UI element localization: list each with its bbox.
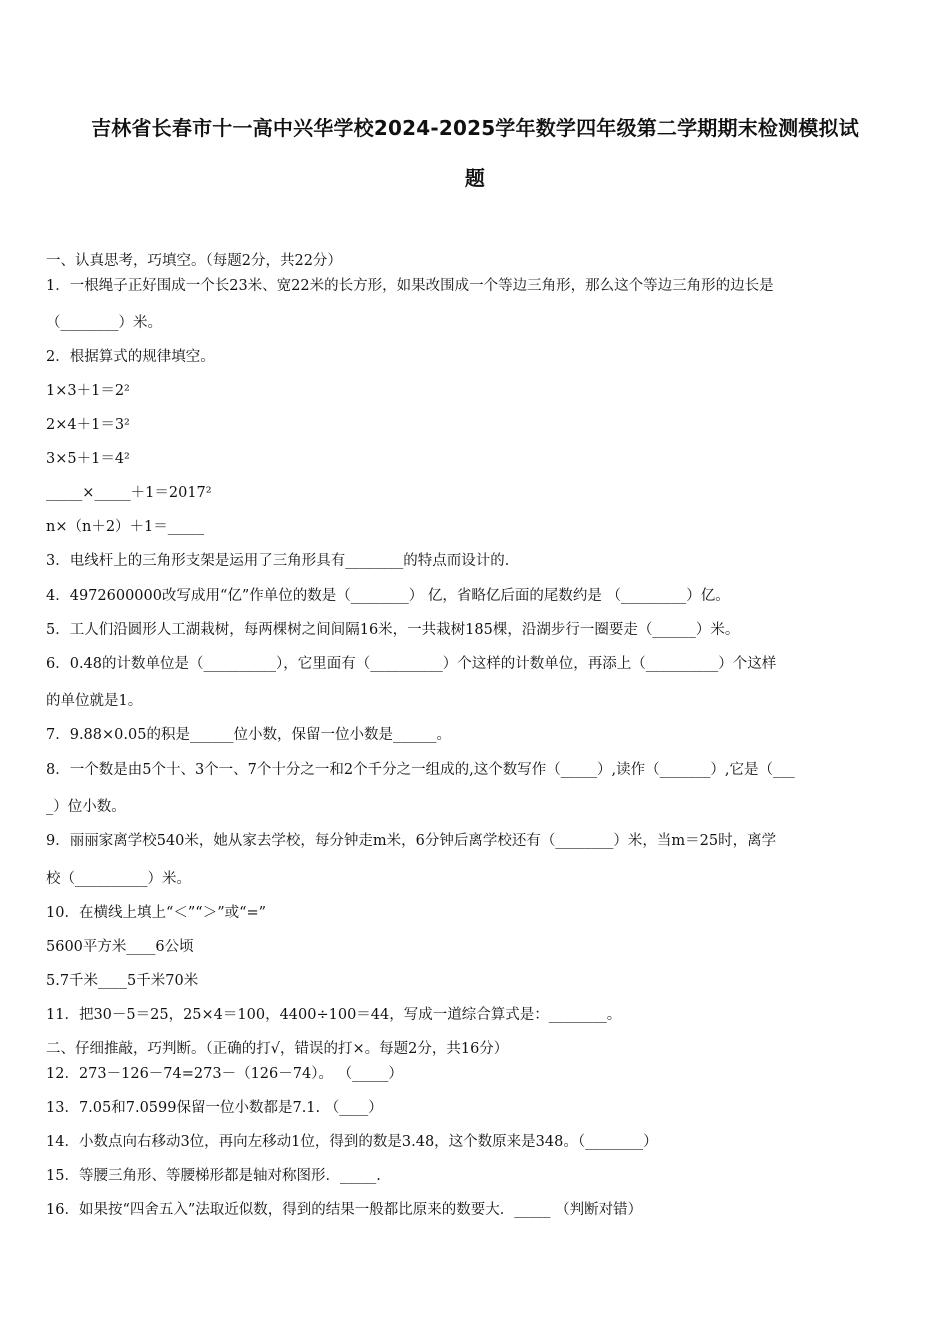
question-2-formula-3: 3×5＋1＝4² [46, 451, 130, 467]
question-1-line-1: 1．一根绳子正好围成一个长23米、宽22米的长方形，如果改围成一个等边三角形，那么这个等边三角形的边长是 [46, 278, 774, 294]
question-5: 5．工人们沿圆形人工湖栽树，每两棵树之间间隔16米，一共栽树185棵，沿湖步行一圈要走（______）米。 [46, 622, 740, 638]
question-9-line-2: 校（__________）米。 [46, 871, 191, 887]
question-8-line-2: _）位小数。 [46, 799, 126, 815]
document-title-line-1: 吉林省长春市十一高中兴华学校2024-2025学年数学四年级第二学期期末检测模拟试 [91, 116, 859, 140]
question-15: 15．等腰三角形、等腰梯形都是轴对称图形．_____. [46, 1168, 381, 1184]
question-1-line-2: （________）米。 [46, 315, 162, 331]
question-3: 3．电线杆上的三角形支架是运用了三角形具有________的特点而设计的． [46, 553, 520, 569]
question-2-formula-5: n×（n＋2）＋1＝_____ [46, 519, 205, 535]
question-11: 11．把30－5＝25，25×4＝100，4400÷100＝44，写成一道综合算式是：________。 [46, 1007, 622, 1023]
question-2-formula-2: 2×4＋1＝3² [46, 417, 130, 433]
question-4: 4．4972600000改写成用“亿”作单位的数是（________） 亿，省略亿后面的尾数约是 （_________）亿。 [46, 588, 730, 604]
section-heading-fill-in: 一、认真思考，巧填空。（每题2分，共22分） [46, 253, 342, 269]
question-6-line-1: 6．0.48的计数单位是（__________），它里面有（__________）个这样的计数单位，再添上（__________）个这样 [46, 656, 777, 672]
question-2-stem: 2．根据算式的规律填空。 [46, 349, 215, 365]
question-7: 7．9.88×0.05的积是______位小数，保留一位小数是______。 [46, 727, 451, 743]
question-8-line-1: 8．一个数是由5个十、3个一、7个十分之一和2个千分之一组成的,这个数写作（_____）,读作（_______）,它是（___ [46, 762, 795, 778]
question-9-line-1: 9．丽丽家离学校540米，她从家去学校，每分钟走m米，6分钟后离学校还有（________）米，当m＝25时，离学 [46, 833, 777, 849]
question-12: 12．273－126－74=273－（126－74）。 （_____） [46, 1066, 403, 1082]
question-13: 13．7.05和7.0599保留一位小数都是7.1. （____） [46, 1100, 383, 1116]
question-10-item-2: 5.7千米____5千米70米 [46, 973, 199, 989]
document-title-line-2: 题 [464, 166, 486, 190]
section-heading-judge: 二、仔细推敲，巧判断。（正确的打√，错误的打×。每题2分，共16分） [46, 1041, 509, 1057]
question-10-item-1: 5600平方米____6公顷 [46, 939, 194, 955]
question-10-stem: 10．在横线上填上“＜”“＞”或“=” [46, 905, 267, 921]
question-2-formula-4: _____×_____＋1＝2017² [46, 485, 212, 501]
question-6-line-2: 的单位就是1。 [46, 693, 143, 709]
question-16: 16．如果按“四舍五入”法取近似数，得到的结果一般都比原来的数要大．_____ （判断对错） [46, 1202, 643, 1218]
question-14: 14．小数点向右移动3位，再向左移动1位，得到的数是3.48，这个数原来是348。（________） [46, 1134, 658, 1150]
question-2-formula-1: 1×3＋1＝2² [46, 383, 130, 399]
